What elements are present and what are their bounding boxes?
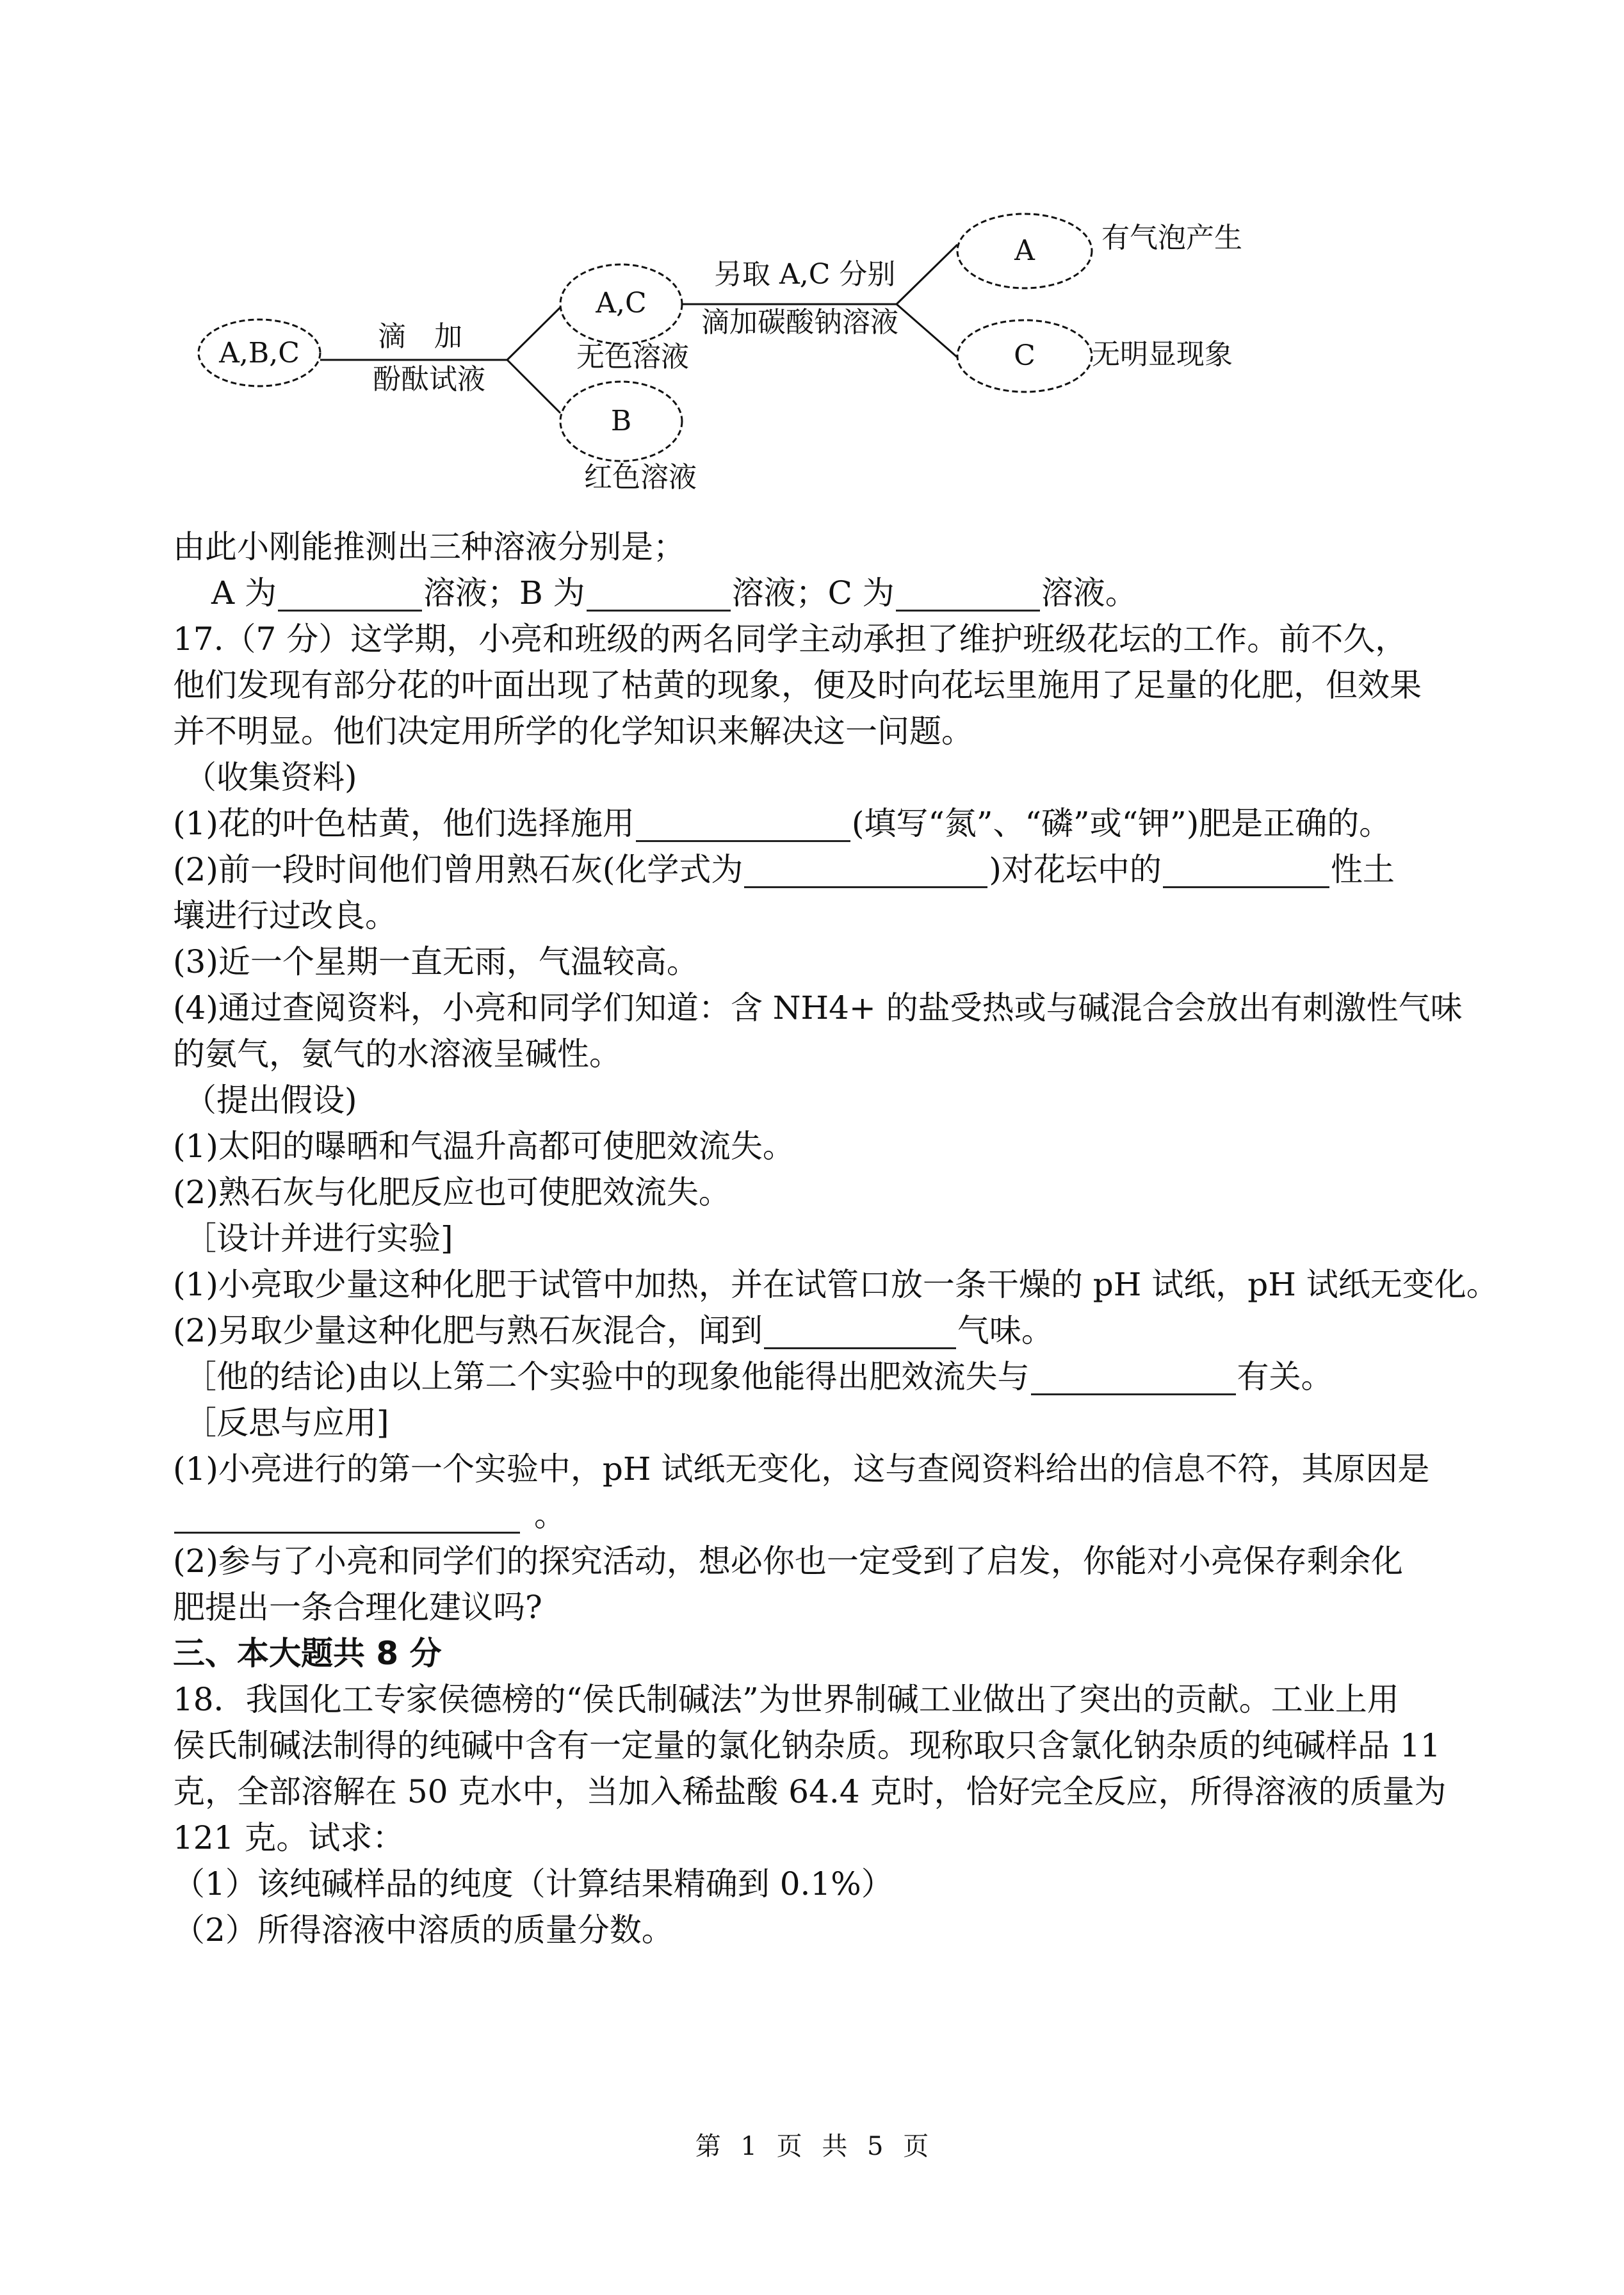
text-line: (1)小亮取少量这种化肥于试管中加热，并在试管口放一条干燥的 pH 试纸，pH 试纸无变化。 bbox=[173, 1266, 1498, 1303]
page-footer: 第 1 页 共 5 页 bbox=[695, 2132, 929, 2161]
text-line: (3)近一个星期一直无雨，气温较高。 bbox=[173, 943, 699, 980]
q17-experiment-2 bbox=[173, 1308, 1460, 1354]
text-line: 并不明显。他们决定用所学的化学知识来解决这一问题。 bbox=[173, 713, 973, 750]
q17-2-suffix: 性土 bbox=[1330, 851, 1395, 888]
section-three-heading: 三、本大题共 8 分 bbox=[173, 1635, 442, 1672]
text-line: (1)小亮进行的第一个实验中，pH 试纸无变化，这与查阅资料给出的信息不符，其原因是 bbox=[173, 1450, 1430, 1488]
section-hypothesis: （提出假设) bbox=[184, 1082, 357, 1119]
answer-a-suffix: 溶液；B 为 bbox=[423, 574, 585, 612]
text-line: 克，全部溶解在 50 克水中，当加入稀盐酸 64.4 克时，恰好完全反应，所得溶液的质量为 bbox=[173, 1773, 1447, 1810]
exp2-prefix: (2)另取少量这种化肥与熟石灰混合，闻到 bbox=[173, 1312, 763, 1349]
answer-blank-b[interactable] bbox=[587, 575, 731, 612]
node-ac-label: A,C bbox=[596, 287, 647, 320]
reason-blank[interactable] bbox=[174, 1497, 520, 1534]
text-line: 由此小刚能推测出三种溶液分别是； bbox=[173, 528, 685, 565]
text-line: 肥提出一条合理化建议吗? bbox=[173, 1589, 542, 1626]
q17-1-suffix: (填写“氮”、“磷”或“钾”)肥是正确的。 bbox=[851, 805, 1392, 842]
connector-1-up bbox=[507, 307, 560, 360]
q17-2-middle: )对花坛中的 bbox=[989, 851, 1162, 888]
experiment-flow-diagram bbox=[192, 192, 1294, 512]
q17-reason-line bbox=[173, 1492, 1460, 1538]
answer-blank-c[interactable] bbox=[896, 575, 1040, 612]
q17-item-2 bbox=[173, 847, 1460, 893]
answer-b-suffix: 溶液；C 为 bbox=[731, 574, 895, 612]
smell-blank[interactable] bbox=[764, 1313, 956, 1349]
connector-2-up bbox=[897, 245, 957, 304]
fertilizer-type-blank[interactable] bbox=[636, 806, 850, 842]
answer-line-abc bbox=[173, 570, 1460, 616]
node-c-label: C bbox=[1014, 339, 1035, 372]
document-body bbox=[173, 524, 1498, 1953]
text-line: (2)参与了小亮和同学们的探究活动，想必你也一定受到了启发，你能对小亮保存剩余化 bbox=[173, 1543, 1403, 1580]
step1-top-label: 滴 加 bbox=[378, 320, 462, 353]
node-a-label: A bbox=[1014, 234, 1035, 267]
q17-conclusion bbox=[173, 1354, 1460, 1400]
text-line: 他们发现有部分花的叶面出现了枯黄的现象，便及时向花坛里施用了足量的化肥，但效果 bbox=[173, 667, 1422, 704]
c-result-label: 无明显现象 bbox=[1092, 338, 1233, 371]
reason-end: 。 bbox=[534, 1496, 566, 1534]
node-abc-label: A,B,C bbox=[219, 337, 300, 369]
a-result-label: 有气泡产生 bbox=[1101, 222, 1242, 254]
text-line: 121 克。试求： bbox=[173, 1819, 405, 1856]
q18-part-2: （2）所得溶液中溶质的质量分数。 bbox=[173, 1911, 674, 1949]
answer-blank-a[interactable] bbox=[278, 575, 422, 612]
section-collect-data: （收集资料) bbox=[184, 759, 357, 796]
text-line: (2)熟石灰与化肥反应也可使肥效流失。 bbox=[173, 1174, 731, 1211]
conclusion-blank[interactable] bbox=[1031, 1359, 1236, 1395]
chemical-formula-blank[interactable] bbox=[744, 852, 987, 888]
step2-top-label: 另取 A,C 分别 bbox=[714, 258, 896, 291]
step2-bottom-label: 滴加碳酸钠溶液 bbox=[701, 306, 898, 339]
flow-diagram-svg bbox=[192, 192, 1294, 512]
conclusion-suffix: 有关。 bbox=[1237, 1358, 1333, 1395]
step1-bottom-label: 酚酞试液 bbox=[373, 363, 485, 396]
conclusion-prefix: ［他的结论)由以上第二个实验中的现象他能得出肥效流失与 bbox=[184, 1358, 1030, 1395]
q17-1-prefix: (1)花的叶色枯黄，他们选择施用 bbox=[173, 805, 635, 842]
node-b-label: B bbox=[610, 405, 632, 437]
text-line: 侯氏制碱法制得的纯碱中含有一定量的氯化钠杂质。现称取只含氯化钠杂质的纯碱样品 11 bbox=[173, 1727, 1441, 1764]
text-line: (1)太阳的曝晒和气温升高都可使肥效流失。 bbox=[173, 1128, 795, 1165]
soil-property-blank[interactable] bbox=[1163, 852, 1329, 888]
text-line: 的氨气，氨气的水溶液呈碱性。 bbox=[173, 1035, 621, 1073]
answer-a-prefix: A 为 bbox=[211, 574, 277, 612]
ac-color-label: 无色溶液 bbox=[576, 341, 689, 373]
connector-2-down bbox=[897, 304, 957, 357]
b-color-label: 红色溶液 bbox=[584, 461, 697, 494]
question-18-heading: 18．我国化工专家侯德榜的“侯氏制碱法”为世界制碱工业做出了突出的贡献。工业上用 bbox=[173, 1681, 1399, 1718]
section-reflection: ［反思与应用] bbox=[184, 1404, 389, 1441]
text-line: (4)通过查阅资料，小亮和同学们知道：含 NH4+ 的盐受热或与碱混合会放出有刺激性气味 bbox=[173, 989, 1463, 1026]
answer-c-suffix: 溶液。 bbox=[1041, 574, 1137, 612]
q18-part-1: （1）该纯碱样品的纯度（计算结果精确到 0.1%） bbox=[173, 1865, 893, 1902]
text-line: 壤进行过改良。 bbox=[173, 897, 397, 934]
q17-2-prefix: (2)前一段时间他们曾用熟石灰(化学式为 bbox=[173, 851, 743, 888]
q17-item-1 bbox=[173, 800, 1460, 847]
connector-1-down bbox=[507, 360, 560, 413]
section-experiment: ［设计并进行实验] bbox=[184, 1220, 453, 1257]
exp2-suffix: 气味。 bbox=[957, 1312, 1053, 1349]
question-17-heading: 17.（7 分）这学期，小亮和班级的两名同学主动承担了维护班级花坛的工作。前不久， bbox=[173, 620, 1408, 658]
